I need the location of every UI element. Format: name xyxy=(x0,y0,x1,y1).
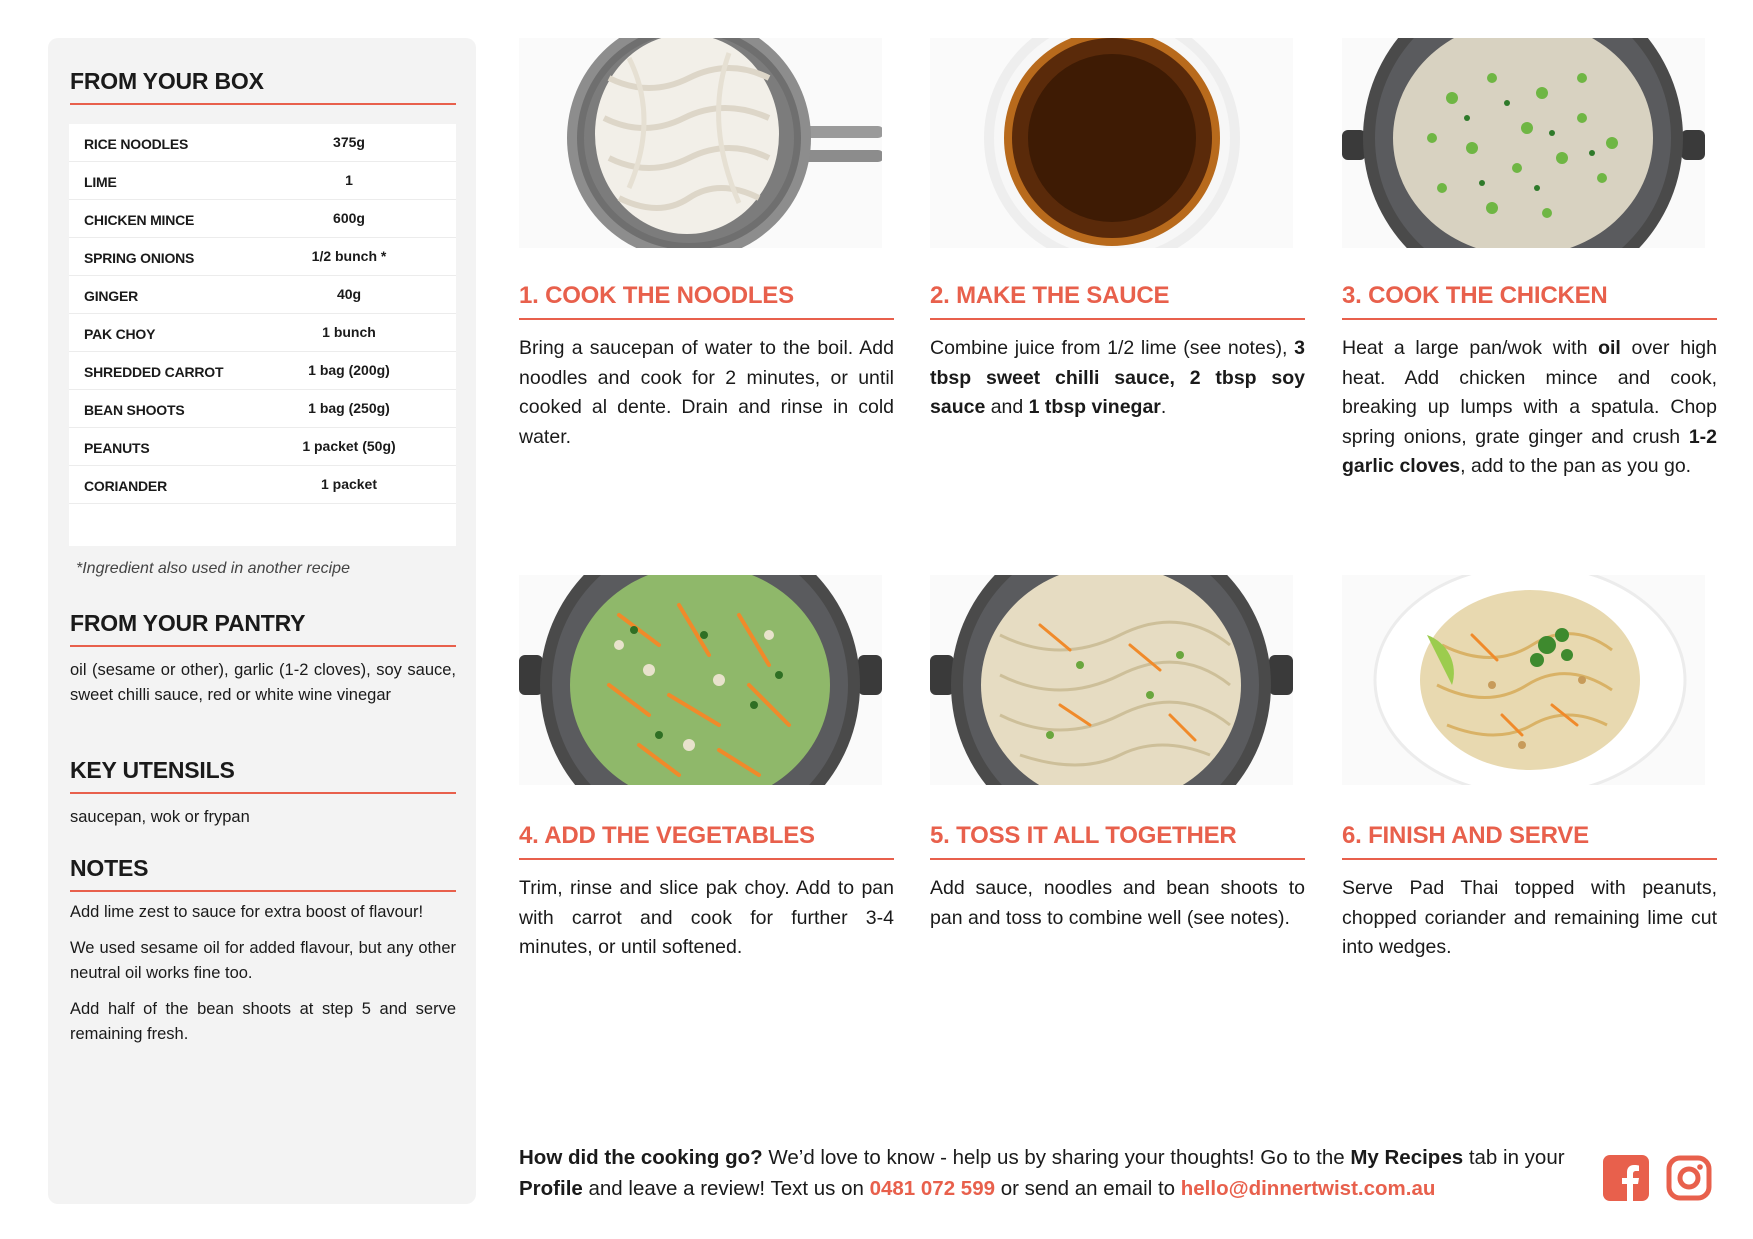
footer-text: We’d love to know - help us by sharing your thoughts! Go to the xyxy=(762,1146,1351,1169)
step-text-bold-segment: 1-2 garlic cloves xyxy=(1342,425,1717,477)
from-your-pantry-heading: FROM YOUR PANTRY xyxy=(70,610,456,647)
ingredient-footnote: *Ingredient also used in another recipe xyxy=(76,560,350,577)
ingredient-row xyxy=(69,352,456,390)
ingredient-qty: 1 bag (250g) xyxy=(308,400,390,416)
footer-question: How did the cooking go? xyxy=(519,1146,763,1169)
footer-text: or send an email to xyxy=(995,1177,1181,1200)
ingredients-table xyxy=(69,124,456,546)
ingredient-qty: 1 packet (50g) xyxy=(302,438,396,454)
tossed-wok-illustration xyxy=(930,575,1293,785)
step-1-title: 1. COOK THE NOODLES xyxy=(519,282,894,320)
step-text-segment: and xyxy=(985,396,1029,418)
note-item: Add half of the bean shoots at step 5 and serve remaining fresh. xyxy=(70,1000,456,1043)
ingredient-name: RICE NOODLES xyxy=(84,136,189,152)
ingredient-name: PEANUTS xyxy=(84,440,150,456)
step-text-segment: Combine juice from 1/2 lime (see notes), xyxy=(930,337,1295,359)
ingredient-name: CHICKEN MINCE xyxy=(84,212,195,228)
step-text-segment: , add to the pan as you go. xyxy=(1460,455,1692,477)
ingredient-qty: 1 packet xyxy=(320,476,378,492)
footer-text: tab in your xyxy=(1463,1146,1565,1169)
footer-text: and leave a review! Text us on xyxy=(582,1177,870,1200)
ingredient-row xyxy=(69,390,456,428)
feedback-footer xyxy=(519,1142,1579,1204)
ingredient-name: PAK CHOY xyxy=(84,326,156,342)
key-utensils-heading: KEY UTENSILS xyxy=(70,757,456,794)
vegetables-wok-illustration xyxy=(519,575,882,785)
footer-email-link[interactable]: hello@dinnertwist.com.au xyxy=(1180,1177,1436,1200)
ingredient-row xyxy=(69,466,456,504)
ingredient-qty: 1 xyxy=(345,172,353,188)
step-1-photo-noodles-strainer xyxy=(519,38,882,248)
ingredient-qty: 40g xyxy=(336,286,362,302)
ingredient-name: SPRING ONIONS xyxy=(84,250,195,266)
ingredient-row xyxy=(69,276,456,314)
ingredient-row xyxy=(69,238,456,276)
instagram-icon[interactable] xyxy=(1666,1155,1712,1201)
served-plate-illustration xyxy=(1342,575,1705,785)
ingredient-qty: 375g xyxy=(333,134,365,150)
note-item: We used sesame oil for added flavour, but any other neutral oil works fine too. xyxy=(70,939,456,982)
ingredient-qty: 1 bunch xyxy=(322,324,376,340)
sauce-bowl-illustration xyxy=(930,38,1293,248)
step-2-instructions xyxy=(930,334,1305,423)
notes-heading: NOTES xyxy=(70,855,456,892)
step-3-photo-chicken-wok xyxy=(1342,38,1705,248)
strainer-noodles-illustration xyxy=(519,38,882,248)
utensils-list: saucepan, wok or frypan xyxy=(70,808,250,826)
step-text-segment: Heat a large pan/wok with xyxy=(1342,337,1599,359)
from-your-box-heading: FROM YOUR BOX xyxy=(70,68,456,105)
step-5-photo-tossed-wok xyxy=(930,575,1293,785)
step-text-segment: . xyxy=(1160,396,1167,418)
step-2-photo-sauce-bowl xyxy=(930,38,1293,248)
ingredient-row xyxy=(69,124,456,162)
step-4-instructions xyxy=(519,874,894,963)
ingredient-name: BEAN SHOOTS xyxy=(84,402,185,418)
footer-my-recipes: My Recipes xyxy=(1350,1146,1464,1169)
ingredient-row xyxy=(69,200,456,238)
ingredient-name: GINGER xyxy=(84,288,139,304)
step-text-segment: Serve Pad Thai topped with peanuts, chopped coriander and remaining lime cut into wedges. xyxy=(1342,877,1717,958)
ingredient-name: SHREDDED CARROT xyxy=(84,364,224,380)
step-2-title: 2. MAKE THE SAUCE xyxy=(930,282,1305,320)
footer-profile: Profile xyxy=(519,1177,583,1200)
ingredient-qty: 600g xyxy=(333,210,365,226)
step-text-bold-segment: 3 tbsp sweet chilli sauce, 2 tbsp soy sauce xyxy=(930,337,1305,418)
step-text-segment: Bring a saucepan of water to the boil. Add noodles and cook for 2 minutes, or until cooked al dente. Drain and rinse in cold water. xyxy=(519,337,894,448)
ingredient-row xyxy=(69,162,456,200)
step-3-instructions xyxy=(1342,334,1717,482)
step-text-bold-segment: 1 tbsp vinegar xyxy=(1028,396,1161,418)
ingredient-name: CORIANDER xyxy=(84,478,167,494)
step-6-photo-served-plate xyxy=(1342,575,1705,785)
step-5-title: 5. TOSS IT ALL TOGETHER xyxy=(930,822,1305,860)
ingredient-name: LIME xyxy=(84,174,117,190)
chicken-wok-illustration xyxy=(1342,38,1705,248)
step-1-instructions xyxy=(519,334,894,452)
step-3-title: 3. COOK THE CHICKEN xyxy=(1342,282,1717,320)
step-5-instructions xyxy=(930,874,1305,933)
step-text-segment: over high heat. Add chicken mince and cook, breaking up lumps with a spatula. Chop spring onions, grate ginger and crush xyxy=(1342,337,1717,448)
facebook-icon[interactable] xyxy=(1603,1155,1649,1201)
ingredients-sidebar xyxy=(48,38,476,1204)
ingredient-row xyxy=(69,314,456,352)
step-6-instructions xyxy=(1342,874,1717,963)
step-text-segment: Add sauce, noodles and bean shoots to pan and toss to combine well (see notes). xyxy=(930,877,1305,929)
ingredient-row xyxy=(69,428,456,466)
step-4-photo-vegetables-wok xyxy=(519,575,882,785)
pantry-list: oil (sesame or other), garlic (1-2 cloves), soy sauce, sweet chilli sauce, red or white wine vinegar xyxy=(70,661,456,704)
note-item: Add lime zest to sauce for extra boost of flavour! xyxy=(70,903,424,921)
step-text-bold-segment: oil xyxy=(1598,337,1621,359)
footer-phone-link[interactable]: 0481 072 599 xyxy=(869,1177,995,1200)
notes-list xyxy=(70,900,456,1058)
step-6-title: 6. FINISH AND SERVE xyxy=(1342,822,1717,860)
step-text-segment: Trim, rinse and slice pak choy. Add to pan with carrot and cook for further 3-4 minutes, or until softened. xyxy=(519,877,894,958)
step-4-title: 4. ADD THE VEGETABLES xyxy=(519,822,894,860)
ingredient-qty: 1/2 bunch * xyxy=(311,248,387,264)
ingredient-qty: 1 bag (200g) xyxy=(308,362,390,378)
